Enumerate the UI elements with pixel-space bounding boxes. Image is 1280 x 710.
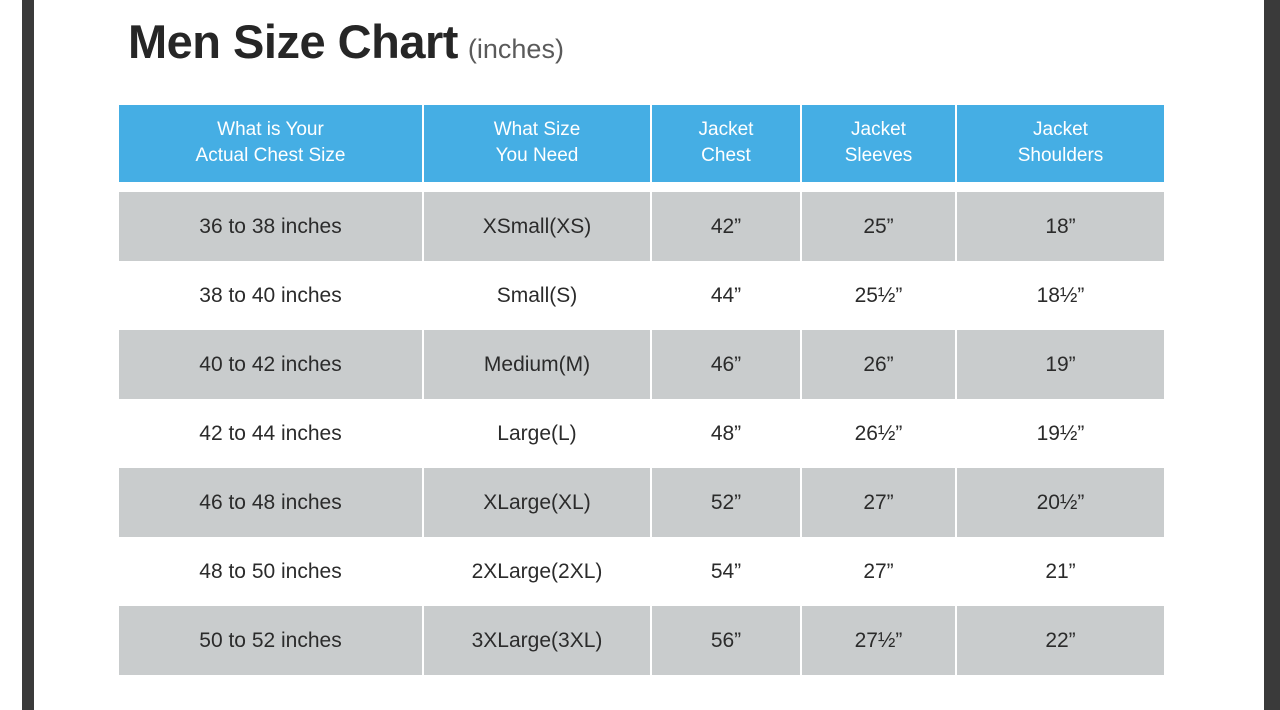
table-row [119, 261, 1164, 330]
column-header-line2: Chest [701, 144, 751, 166]
cell-jacket-shoulders: 20½” [957, 468, 1164, 537]
page-title [128, 16, 564, 68]
column-header-jacket-shoulders [957, 105, 1164, 182]
cell-jacket-shoulders: 22” [957, 606, 1164, 675]
left-white-margin [0, 0, 22, 710]
column-header-jacket-sleeves [802, 105, 957, 182]
size-chart-table [119, 105, 1164, 675]
cell-size-needed: 2XLarge(2XL) [424, 537, 652, 606]
column-header-line2: Sleeves [844, 144, 913, 166]
column-header-size-needed [424, 105, 652, 182]
cell-actual-chest: 36 to 38 inches [119, 192, 424, 261]
cell-jacket-chest: 44” [652, 261, 802, 330]
column-header-jacket-chest [652, 105, 802, 182]
cell-jacket-sleeves: 25” [802, 192, 957, 261]
column-header-line1: Jacket [1033, 119, 1088, 140]
table-row [119, 330, 1164, 399]
column-header-line2: You Need [495, 144, 579, 166]
slide-content-area [34, 0, 1264, 686]
column-header-actual-chest [119, 105, 424, 182]
cell-jacket-chest: 46” [652, 330, 802, 399]
cell-jacket-sleeves: 27” [802, 468, 957, 537]
cell-jacket-shoulders: 19½” [957, 399, 1164, 468]
column-header-line1: What is Your [217, 119, 324, 140]
table-row [119, 192, 1164, 261]
column-header-line2: Actual Chest Size [195, 144, 346, 166]
cell-jacket-shoulders: 21” [957, 537, 1164, 606]
cell-size-needed: XSmall(XS) [424, 192, 652, 261]
column-header-line2: Shoulders [1017, 144, 1104, 166]
slide-footer [34, 686, 1264, 710]
column-header-line1: Jacket [851, 119, 906, 140]
cell-size-needed: Large(L) [424, 399, 652, 468]
column-header-line1: Jacket [698, 119, 754, 140]
cell-jacket-chest: 42” [652, 192, 802, 261]
table-header-gap [119, 182, 1164, 192]
table-row [119, 537, 1164, 606]
cell-actual-chest: 38 to 40 inches [119, 261, 424, 330]
table-body [119, 182, 1164, 675]
cell-jacket-sleeves: 25½” [802, 261, 957, 330]
cell-actual-chest: 42 to 44 inches [119, 399, 424, 468]
column-header-line1: What Size [493, 119, 581, 140]
cell-size-needed: XLarge(XL) [424, 468, 652, 537]
cell-size-needed: Small(S) [424, 261, 652, 330]
cell-jacket-sleeves: 26” [802, 330, 957, 399]
cell-actual-chest: 40 to 42 inches [119, 330, 424, 399]
slide-canvas [34, 0, 1264, 710]
table-header-row [119, 105, 1164, 182]
cell-jacket-sleeves: 27½” [802, 606, 957, 675]
left-dark-bar [22, 0, 34, 710]
cell-size-needed: 3XLarge(3XL) [424, 606, 652, 675]
table-header [119, 105, 1164, 182]
right-dark-bar [1264, 0, 1280, 710]
cell-jacket-sleeves: 27” [802, 537, 957, 606]
cell-jacket-sleeves: 26½” [802, 399, 957, 468]
cell-actual-chest: 48 to 50 inches [119, 537, 424, 606]
cell-jacket-chest: 48” [652, 399, 802, 468]
cell-actual-chest: 46 to 48 inches [119, 468, 424, 537]
title-main-text: Men Size Chart [128, 15, 458, 68]
cell-jacket-chest: 52” [652, 468, 802, 537]
cell-size-needed: Medium(M) [424, 330, 652, 399]
cell-jacket-shoulders: 18½” [957, 261, 1164, 330]
cell-jacket-shoulders: 19” [957, 330, 1164, 399]
table-row [119, 399, 1164, 468]
title-unit-text: (inches) [467, 34, 564, 64]
cell-actual-chest: 50 to 52 inches [119, 606, 424, 675]
table-row [119, 468, 1164, 537]
cell-jacket-chest: 56” [652, 606, 802, 675]
table-row [119, 606, 1164, 675]
cell-jacket-shoulders: 18” [957, 192, 1164, 261]
cell-jacket-chest: 54” [652, 537, 802, 606]
